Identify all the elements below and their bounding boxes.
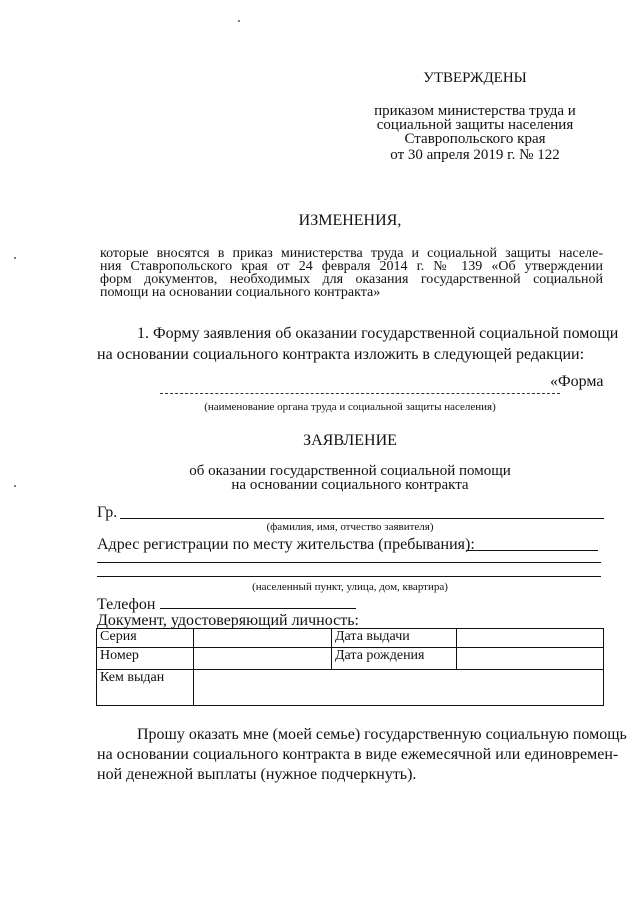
forma-label: «Форма [550,373,604,390]
changes-line: ния Ставропольского края от 24 февраля 2014 г. № 139 «Об утверждении [100,259,603,274]
scan-speck [14,485,16,487]
number-label: Номер [97,648,194,670]
approval-line: Ставропольского края [404,131,546,147]
address-input-line[interactable] [466,550,598,551]
table-row [97,670,604,706]
doc-label: Документ, удостоверяющий личность: [97,612,359,629]
document-table [96,628,604,706]
fio-input-line[interactable] [120,518,604,519]
gr-label: Гр. [97,504,118,521]
point1-line: на основании социального контракта изложить в следующей редакции: [97,346,585,363]
scan-speck [238,20,240,22]
changes-title: ИЗМЕНЕНИЯ, [298,212,402,229]
issue-date-label: Дата выдачи [332,629,457,648]
birth-date-label: Дата рождения [332,648,457,670]
changes-line: которые вносятся в приказ министерства труда и социальной защиты населе- [100,246,603,261]
point1-line: 1. Форму заявления об оказании государственной социальной помощи [137,325,619,342]
series-label: Серия [97,629,194,648]
form-subtitle: на основании социального контракта [231,477,469,493]
request-line: Прошу оказать мне (моей семье) государственную социальную помощь [137,726,627,743]
address-label: Адрес регистрации по месту жительства (пребывания): [97,536,475,553]
issue-date-value-cell[interactable] [457,629,604,648]
approval-title: УТВЕРЖДЕНЫ [423,70,527,86]
address-input-line[interactable] [97,576,601,577]
approval-line: приказом министерства труда и [374,103,576,119]
address-caption: (населенный пункт, улица, дом, квартира) [252,581,448,593]
changes-line: помощи на основании социального контракта» [100,285,381,300]
scan-speck [14,257,16,259]
approval-line: от 30 апреля 2019 г. № 122 [390,147,560,163]
phone-label: Телефон [97,596,156,613]
request-line: ной денежной выплаты (нужное подчеркнуть). [97,766,417,783]
organ-dashed-line [160,393,560,394]
table-row [97,648,604,670]
fio-caption: (фамилия, имя, отчество заявителя) [266,521,434,533]
issued-by-label: Кем выдан [97,670,194,706]
form-subtitle: об оказании государственной социальной помощи [189,463,511,479]
issued-by-value-cell[interactable] [194,670,604,706]
address-input-line[interactable] [97,562,601,563]
request-line: на основании социального контракта в виде ежемесячной или единовремен- [97,746,619,763]
changes-line: форм документов, необходимых для оказания государственной социальной [100,272,603,287]
series-value-cell[interactable] [194,629,332,648]
birth-date-value-cell[interactable] [457,648,604,670]
approval-line: социальной защиты населения [376,117,574,133]
form-title: ЗАЯВЛЕНИЕ [303,432,397,449]
number-value-cell[interactable] [194,648,332,670]
phone-input-line[interactable] [160,608,356,609]
organ-caption: (наименование органа труда и социальной защиты населения) [204,401,496,413]
table-row [97,629,604,648]
